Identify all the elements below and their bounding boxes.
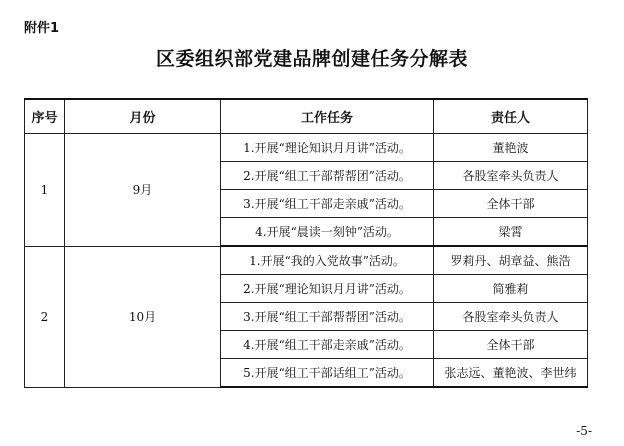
task-cell: 1.开展“我的入党故事”活动。 bbox=[221, 246, 434, 275]
task-cell: 4.开展“晨读一刻钟”活动。 bbox=[221, 218, 434, 247]
owner-cell: 全体干部 bbox=[434, 190, 588, 218]
month-cell: 10月 bbox=[65, 246, 221, 387]
header-month: 月份 bbox=[65, 99, 221, 134]
table-row bbox=[25, 134, 588, 162]
task-table bbox=[24, 98, 588, 388]
task-cell: 5.开展“组工干部话组工”活动。 bbox=[221, 359, 434, 388]
header-owner: 责任人 bbox=[434, 99, 588, 134]
task-cell: 2.开展“组工干部帮帮团”活动。 bbox=[221, 162, 434, 190]
owner-cell: 各股室牵头负责人 bbox=[434, 162, 588, 190]
page-number: -5- bbox=[576, 424, 592, 438]
table-row bbox=[25, 246, 588, 275]
owner-cell: 各股室牵头负责人 bbox=[434, 303, 588, 331]
owner-cell: 张志远、董艳波、李世纬 bbox=[434, 359, 588, 388]
header-task: 工作任务 bbox=[221, 99, 434, 134]
task-cell: 4.开展“组工干部走亲戚”活动。 bbox=[221, 331, 434, 359]
task-cell: 3.开展“组工干部走亲戚”活动。 bbox=[221, 190, 434, 218]
seq-cell: 1 bbox=[25, 134, 65, 247]
task-cell: 1.开展“理论知识月月讲”活动。 bbox=[221, 134, 434, 162]
task-cell: 2.开展“理论知识月月讲”活动。 bbox=[221, 275, 434, 303]
month-cell: 9月 bbox=[65, 134, 221, 247]
header-seq: 序号 bbox=[25, 99, 65, 134]
owner-cell: 罗莉丹、胡章益、熊浩 bbox=[434, 246, 588, 275]
seq-cell: 2 bbox=[25, 246, 65, 387]
owner-cell: 简雅莉 bbox=[434, 275, 588, 303]
attachment-label: 附件1 bbox=[24, 21, 60, 36]
task-cell: 3.开展“组工干部帮帮团”活动。 bbox=[221, 303, 434, 331]
owner-cell: 梁霄 bbox=[434, 218, 588, 247]
document-title: 区委组织部党建品牌创建任务分解表 bbox=[155, 48, 468, 70]
owner-cell: 全体干部 bbox=[434, 331, 588, 359]
owner-cell: 董艳波 bbox=[434, 134, 588, 162]
table-header-row bbox=[25, 99, 588, 134]
